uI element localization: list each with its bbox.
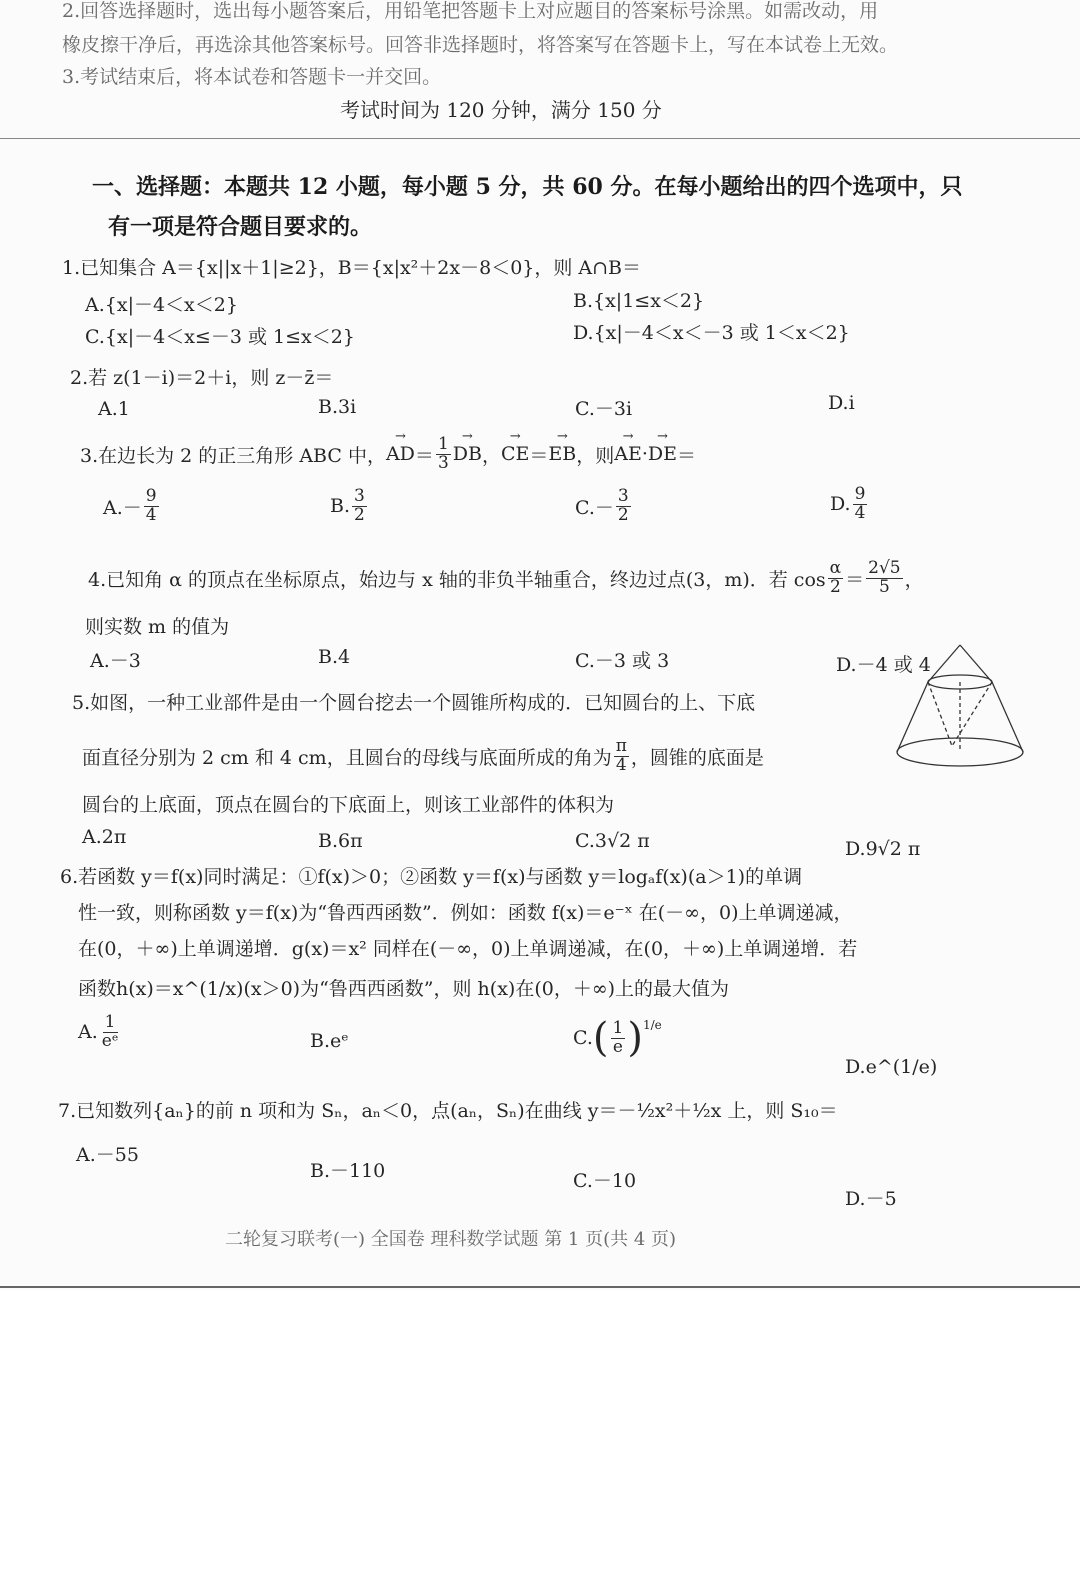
q6-option-a-label: A. [78,1021,98,1044]
inner-cone-left [928,682,952,746]
q2-option-b: B.3i [318,396,357,418]
q3-equals-2: ＝ [529,444,549,467]
q5-angle-den: 4 [615,754,627,775]
q3-option-a-num: 9 [145,486,157,506]
q3-vector-ae: → AE [614,443,642,465]
q3-equals-1: ＝ [414,444,434,467]
q2-stem: 2.若 z(1－i)＝2＋i，则 z－z̄＝ [70,367,334,389]
q3-option-c-label: C.－ [575,496,614,519]
q7-stem: 7.已知数列{aₙ}的前 n 项和为 Sₙ，aₙ＜0，点(aₙ，Sₙ)在曲线 y＝－½x²＋½x 上，则 S₁₀＝ [58,1100,838,1122]
q3-option-c-num: 3 [617,486,629,506]
q3-then: ，则 [576,444,615,467]
q5-line-2 [82,738,764,775]
q6-option-c-exponent: 1/e [642,1018,662,1032]
frustum-cone-figure [890,640,1030,780]
q6-option-c-den: e [612,1036,623,1057]
q2-option-a: A.1 [98,398,130,420]
q4-option-c: C.－3 或 3 [575,650,670,672]
q3-option-b-frac [352,488,367,525]
q3-option-b-label: B. [330,495,351,518]
q6-line-3: 在(0，＋∞)上单调递增．g(x)＝x² 同样在(－∞，0)上单调递减，在(0，＋∞)上单调递增．若 [78,938,858,960]
q7-option-c: C.－10 [573,1170,637,1192]
q3-option-a [103,488,161,525]
q5-angle-frac [614,738,629,775]
q3-vector-eb: → EB [548,443,576,465]
q3-option-d-label: D. [830,493,851,516]
q7-option-d: D.－5 [845,1188,897,1210]
q3-option-c-frac [616,488,631,525]
q3-option-a-label: A.－ [103,496,142,519]
q3-vector-ad: → AD [386,443,415,465]
frustum-right-generatrix [992,682,1023,752]
q4-cos-frac [828,560,843,597]
q6-option-b: B.eᵉ [310,1030,349,1052]
q3-vector-db: → DB [453,443,482,465]
q4-stem-line-2: 则实数 m 的值为 [85,616,230,638]
q6-option-c-num: 1 [612,1017,624,1038]
q6-option-a-frac [100,1014,121,1051]
q6-line-1: 6.若函数 y＝f(x)同时满足：①f(x)＞0；②函数 y＝f(x)与函数 y＝logₐf(x)(a＞1)的单调 [60,866,803,888]
q3-option-a-den: 4 [145,504,157,525]
page-footer: 二轮复习联考(一) 全国卷 理科数学试题 第 1 页(共 4 页) [225,1229,677,1250]
q4-cos-num: α [829,558,842,578]
frustum-bottom-base [897,738,1023,766]
header-divider [0,138,1080,139]
q1-option-d: D.{x|－4＜x＜－3 或 1＜x＜2} [573,322,850,344]
q6-option-a-num: 1 [104,1012,116,1032]
q5-line-3: 圆台的上底面，顶点在圆台的下底面上，则该工业部件的体积为 [82,794,615,816]
q3-fraction-num: 1 [437,434,449,454]
q3-option-d [830,486,869,523]
q3-option-b [330,488,369,525]
q5-option-a: A.2π [82,826,127,848]
q5-angle-num: π [615,736,627,756]
q1-option-b: B.{x|1≤x＜2} [573,290,705,312]
q5-option-b: B.6π [318,830,363,852]
q1-stem: 1.已知集合 A＝{x||x＋1|≥2}，B＝{x|x²＋2x－8＜0}，则 A∩B＝ [62,257,642,279]
q3-option-c [575,488,633,525]
q6-option-a-den: eᵉ [101,1030,119,1051]
q4-equals: ＝ [845,568,865,591]
q3-stem [80,436,696,473]
q1-option-a: A.{x|－4＜x＜2} [85,294,238,316]
q2-option-d: D.i [828,392,855,414]
q4-option-b: B.4 [318,646,351,668]
q3-equals-3: ＝ [677,444,697,467]
q3-option-c-den: 2 [617,504,629,525]
q4-option-a: A.－3 [90,650,141,672]
q4-option-d: D.－4 或 4 [836,654,931,676]
q3-comma: ， [481,444,501,467]
q5-line-1: 5.如图，一种工业部件是由一个圆台挖去一个圆锥所构成的．已知圆台的上、下底 [72,692,756,714]
q5-line-2-text: 面直径分别为 2 cm 和 4 cm，且圆台的母线与底面所成的角为 [82,746,612,769]
q3-option-d-frac [853,486,868,523]
q6-line-2: 性一致，则称函数 y＝f(x)为“鲁西西函数”．例如：函数 f(x)＝e⁻ˣ 在(－∞，0)上单调递减， [78,902,853,924]
q5-option-c: C.3√2 π [575,830,650,852]
q2-option-c: C.－3i [575,398,633,420]
q6-option-d: D.e^(1/e) [845,1056,938,1078]
q3-stem-text: 3.在边长为 2 的正三角形 ABC 中， [80,444,386,467]
q7-option-b: B.－110 [310,1160,386,1182]
q3-option-d-den: 4 [854,502,866,523]
q3-option-a-frac [144,488,159,525]
header-line-1: 2.回答选择题时，选出每小题答案后，用铅笔把答题卡上对应题目的答案标号涂黑。如需改动，用 [62,0,879,22]
frustum-left-generatrix [897,682,928,752]
q6-line-4: 函数h(x)＝x^(1/x)(x＞0)为“鲁西西函数”，则 h(x)在(0，＋∞)上的最大值为 [78,978,730,1000]
section-title-line-2: 有一项是符合题目要求的。 [108,214,373,240]
q4-value-den: 5 [878,576,890,597]
q3-option-b-den: 2 [354,504,365,525]
exam-time: 考试时间为 120 分钟，满分 150 分 [340,98,662,122]
q6-option-c-frac [611,1017,626,1057]
q3-option-d-num: 9 [854,484,866,504]
q6-option-a [78,1014,122,1051]
q3-vector-ce: → CE [501,443,529,465]
q4-end-comma: ， [904,568,924,591]
q4-stem-text: 4.已知角 α 的顶点在坐标原点，始边与 x 轴的非负半轴重合，终边过点(3，m)．若 cos [88,568,826,591]
header-line-3: 3.考试结束后，将本试卷和答题卡一并交回。 [62,66,442,88]
page-bottom-rule [0,1286,1080,1288]
q6-option-c-label: C. [573,1027,593,1049]
q6-left-paren: ( [592,1015,609,1061]
q1-option-c: C.{x|－4＜x≤－3 或 1≤x＜2} [85,326,355,348]
q4-cos-den: 2 [829,576,841,597]
q4-value-num: 2√5 [868,558,901,578]
q5-line-2-end: ，圆锥的底面是 [630,746,764,769]
q3-fraction-den: 3 [437,452,449,473]
q5-option-d: D.9√2 π [845,838,921,860]
q3-option-b-num: 3 [354,486,365,506]
header-line-2: 橡皮擦干净后，再选涂其他答案标号。回答非选择题时，将答案写在答题卡上，写在本试卷上无效。 [62,34,899,56]
q3-fraction [436,436,451,473]
q6-right-paren: ) [627,1015,643,1061]
q3-dot: · [641,443,648,466]
q4-stem-line-1 [88,560,924,597]
q7-option-a: A.－55 [76,1144,139,1166]
q6-option-c [573,1015,662,1061]
inner-cone-right [952,682,992,746]
q4-value-frac [866,560,902,597]
q3-vector-de: → DE [648,443,677,465]
section-title-line-1: 一、选择题：本题共 12 小题，每小题 5 分，共 60 分。在每小题给出的四个选项中，只 [92,174,963,200]
